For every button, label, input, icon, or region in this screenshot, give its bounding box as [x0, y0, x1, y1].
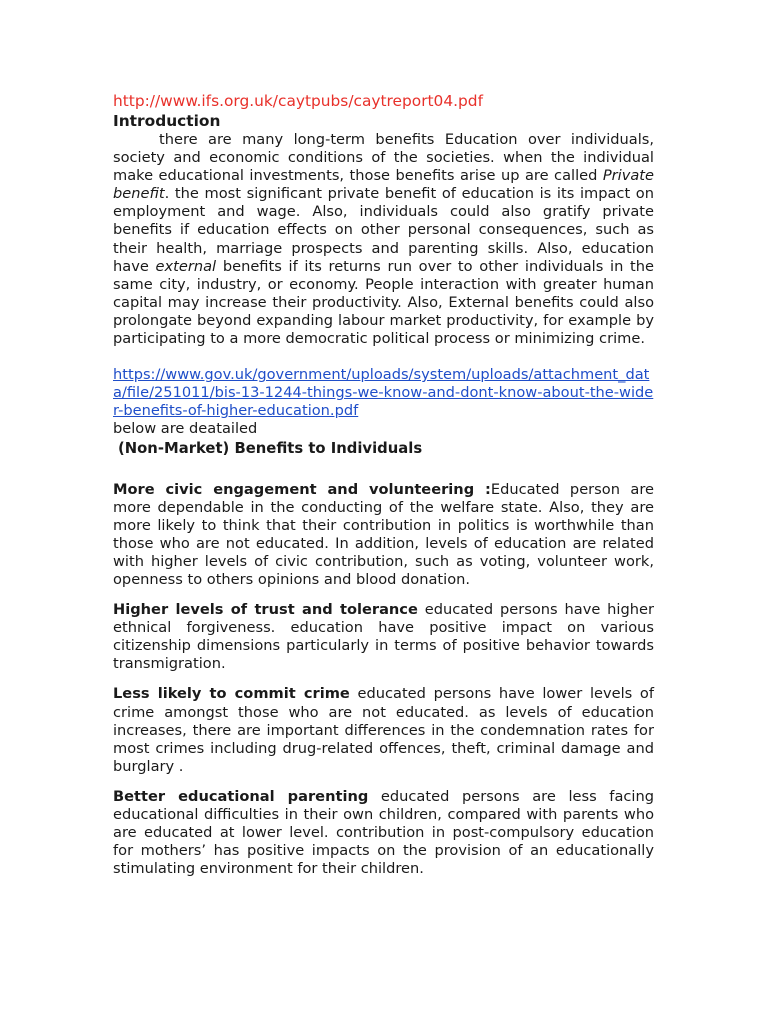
benefit-text: Educated person are more dependable in the conducting of the welfare state. Also, they are more likely to think that their contribution in politics is worthwhile than those who are not educated. In addition, levels of education are related with higher levels of civic contribution, such as voting, volunteer work, openness to others opinions and blood donation.	[113, 480, 654, 588]
benefit-educational-parenting	[113, 788, 654, 878]
intro-italic-private-benefit: Private benefit	[113, 167, 654, 203]
spacer	[113, 348, 654, 366]
intro-text-3: benefits if its returns run over to other individuals in the same city, industry, or economy. People interaction with greater human capital may increase their productivity. Also, External benefits could also prolongate beyond expanding labour market productivity, for example by participating to a more democratic political process or minimizing crime.	[113, 257, 654, 348]
benefit-lead: Higher levels of trust and tolerance	[113, 601, 418, 619]
benefit-lead: Less likely to commit crime	[113, 685, 350, 703]
section-heading: (Non-Market) Benefits to Individuals	[118, 439, 423, 457]
intro-paragraph	[113, 131, 654, 348]
intro-text-1: there are many long-term benefits Education over individuals, society and economic conditions of the societies. when the individual make educational investments, those benefits arise up are called	[113, 131, 654, 185]
intro-heading: Introduction	[113, 112, 221, 130]
intro-italic-external: external	[155, 257, 217, 275]
benefit-text: educated persons have lower levels of crime amongst those who are not educated. as levels of education increases, there are important differences in the condemnation rates for most crimes including drug-related offences, theft, criminal damage and burglary .	[113, 685, 654, 775]
benefit-trust-tolerance	[113, 601, 654, 673]
benefit-civic-engagement	[113, 481, 654, 590]
below-text: below are deatailed	[113, 420, 258, 438]
benefit-less-crime	[113, 685, 654, 775]
source-link-gov-uk[interactable]: https://www.gov.uk/government/uploads/system/uploads/attachment_data/file/251011/bis-13-1244-things-we-know-and-dont-know-about-the-wider-benefits-of-higher-education.pdf	[113, 366, 654, 420]
intro-text-2: . the most significant private benefit of education is its impact on employment and wage. Also, individuals could also gratify private benefits if education effects on other personal consequences, such as their health, marriage prospects and parenting skills. Also, education have	[113, 185, 654, 275]
benefit-text: educated persons are less facing educational difficulties in their own children, compared with parents who are educated at lower level. contribution in post-compulsory education for mothers’ has positive impacts on the provision of an educationally stimulating environment for their children.	[113, 787, 654, 878]
benefit-lead: More civic engagement and volunteering :	[113, 480, 491, 498]
benefit-lead: Better educational parenting	[113, 787, 369, 805]
source-link-ifs[interactable]: http://www.ifs.org.uk/caytpubs/caytreport04.pdf	[113, 92, 483, 110]
benefit-text: educated persons have higher ethnical forgiveness. education have positive impact on various citizenship dimensions particularly in terms of positive behavior towards transmigration.	[113, 601, 654, 673]
